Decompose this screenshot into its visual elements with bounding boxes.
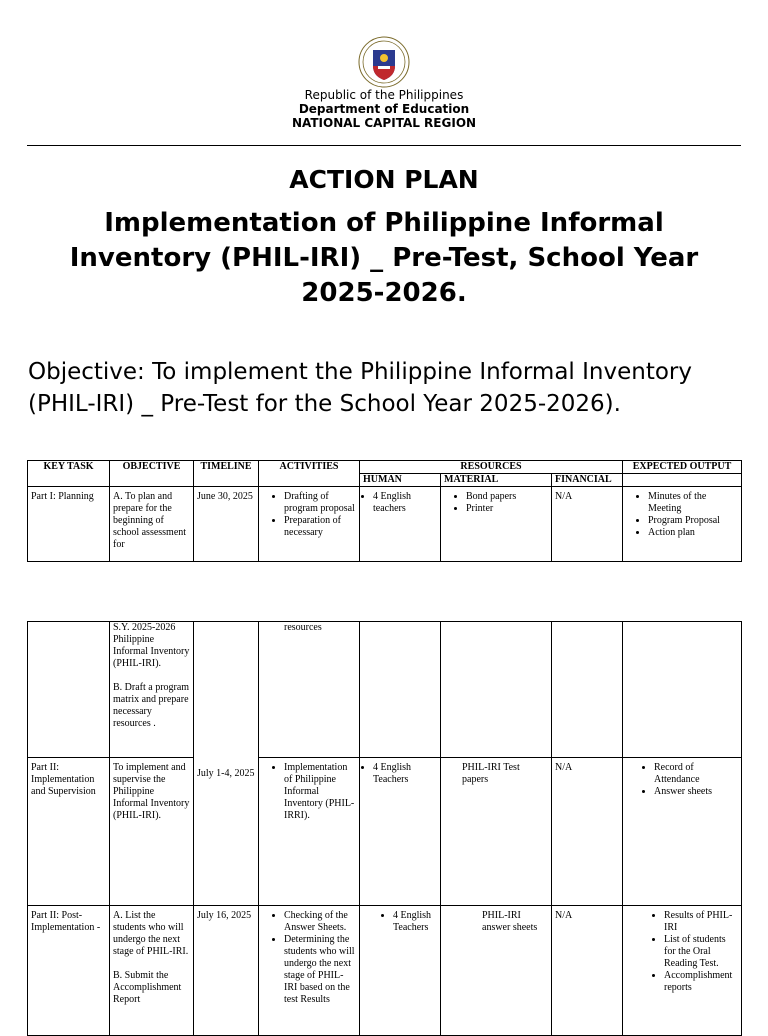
cell-material [441, 758, 552, 906]
list-item: • 4 English Teachers [393, 910, 437, 934]
list-item: • Implementation of Philippine Informal Inventory (PHIL-IRRI). [284, 762, 356, 822]
cell-material [441, 487, 552, 562]
cell-output-empty [623, 622, 742, 758]
header-material: MATERIAL [441, 474, 552, 487]
cell-key-task-empty [28, 622, 110, 758]
cell-timeline: July 16, 2025 [194, 906, 259, 1036]
cell-financial-empty [552, 622, 623, 758]
cell-key-task: Part I: Planning [28, 487, 110, 562]
list-item: • Minutes of the Meeting [648, 491, 738, 515]
list-item: • Printer [466, 503, 548, 515]
cell-timeline: June 30, 2025 [194, 487, 259, 562]
header-expected-output: EXPECTED OUTPUT [623, 461, 742, 474]
header-expected-output-blank [623, 474, 742, 487]
cell-timeline [194, 622, 259, 906]
objective-text: Objective: To implement the Philippine Informal Inventory (PHIL-IRI) _ Pre-Test for the School Year 2025-2026). [28, 359, 692, 417]
cell-activities [259, 906, 360, 1036]
region-line: NATIONAL CAPITAL REGION [291, 116, 477, 130]
deped-seal-icon [358, 36, 410, 88]
cell-objective: To implement and supervise the Philippine Informal Inventory (PHIL-IRI). [110, 758, 194, 906]
list-item: • Preparation of necessary [284, 515, 356, 539]
list-item: • Record of Attendance [654, 762, 738, 786]
letterhead [0, 36, 768, 130]
cell-activities [259, 487, 360, 562]
department-line: Department of Education [298, 102, 470, 116]
header-activities: ACTIVITIES [259, 461, 360, 487]
list-item: • Drafting of program proposal [284, 491, 356, 515]
page-subtitle: Implementation of Philippine Informal Inventory (PHIL-IRI) _ Pre-Test, School Year 2025-2026. [69, 208, 699, 308]
cell-activities [259, 758, 360, 906]
cell-key-task: Part II: Implementation and Supervision [28, 758, 110, 906]
objective-b: B. Submit the Accomplishment Report [113, 970, 182, 1005]
cell-material-empty [441, 622, 552, 758]
material-text: PHIL-IRI Test papers [462, 762, 520, 785]
table-row [28, 906, 742, 1036]
cell-expected-output [623, 487, 742, 562]
header-financial: FINANCIAL [552, 474, 623, 487]
objective-b: B. Draft a program matrix and prepare necessary resources . [113, 682, 190, 729]
cell-key-task: Part II: Post-Implementation - [28, 906, 110, 1036]
activities-cont: resources [284, 622, 322, 633]
cell-objective [110, 906, 194, 1036]
header-timeline: TIMELINE [194, 461, 259, 487]
list-item: • Checking of the Answer Sheets. [284, 910, 356, 934]
cell-human [360, 906, 441, 1036]
list-item: • Results of PHIL-IRI [664, 910, 738, 934]
cell-financial: N/A [552, 906, 623, 1036]
action-plan-table [27, 460, 742, 562]
header-objective: OBJECTIVE [110, 461, 194, 487]
cell-expected-output [623, 758, 742, 906]
list-item: • Bond papers [466, 491, 548, 503]
list-item: • List of students for the Oral Reading Test. [664, 934, 738, 970]
header-divider [27, 145, 741, 146]
list-item: • Answer sheets [654, 786, 738, 798]
cell-financial: N/A [552, 487, 623, 562]
cell-human [360, 758, 441, 906]
header-human: HUMAN [360, 474, 441, 487]
cell-activities [259, 622, 360, 758]
republic-line: Republic of the Philippines [304, 88, 464, 102]
list-item: • Determining the students who will undergo the next stage of PHIL-IRI based on the test Results [284, 934, 356, 1006]
table-row [28, 487, 742, 562]
list-item: • 4 English Teachers [373, 762, 437, 786]
cell-human [360, 487, 441, 562]
cell-financial: N/A [552, 758, 623, 906]
action-plan-table-continued [27, 621, 742, 1036]
material-text: PHIL-IRI answer sheets [482, 910, 538, 933]
cell-objective [110, 622, 194, 758]
objective-a-cont: S.Y. 2025-2026 Philippine Informal Inventory (PHIL-IRI). [113, 622, 190, 669]
header-key-task: KEY TASK [28, 461, 110, 487]
objective-a: A. List the students who will undergo the next stage of PHIL-IRI. [113, 910, 189, 957]
table-row [28, 622, 742, 758]
page-title: ACTION PLAN [289, 165, 479, 194]
list-item: • Accomplishment reports [664, 970, 738, 994]
table-row [28, 758, 742, 906]
cell-material [441, 906, 552, 1036]
header-resources: RESOURCES [360, 461, 623, 474]
cell-expected-output [623, 906, 742, 1036]
list-item: • Action plan [648, 527, 738, 539]
list-item: • Program Proposal [648, 515, 738, 527]
timeline-text: July 1-4, 2025 [197, 768, 255, 779]
cell-objective: A. To plan and prepare for the beginning of school assessment for [110, 487, 194, 562]
list-item: • 4 English teachers [373, 491, 437, 515]
cell-human-empty [360, 622, 441, 758]
